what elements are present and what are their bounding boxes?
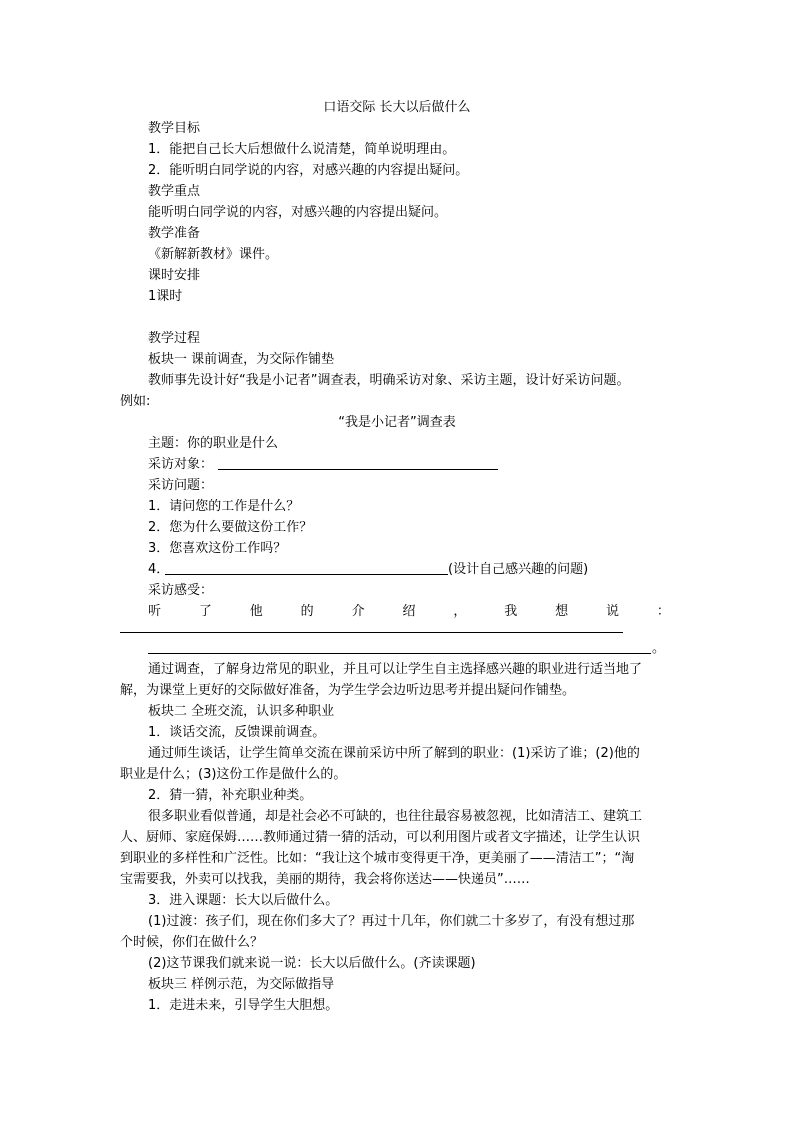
focus-heading: 教学重点	[148, 184, 201, 199]
paragraph: 解，为课堂上更好的交际做好准备，为学生学会边听边思考并提出疑问作铺垫。	[120, 683, 576, 698]
prep-text: 《新解新教材》课件。	[148, 247, 279, 262]
block2-heading: 板块二 全班交流，认识多种职业	[148, 704, 335, 719]
feel-char: 介	[351, 604, 365, 619]
feel-char: 的	[300, 604, 314, 619]
paragraph: 职业是什么；(3)这份工作是做什么的。	[120, 767, 347, 782]
survey-questions-label: 采访问题：	[148, 478, 214, 493]
survey-topic: 主题：你的职业是什么	[148, 436, 279, 451]
step: 2．猜一猜，补充职业种类。	[148, 788, 313, 803]
goal-item: 2．能听明白同学说的内容，对感兴趣的内容提出疑问。	[148, 163, 469, 178]
feel-char: 他	[249, 604, 263, 619]
schedule-heading: 课时安排	[148, 268, 201, 283]
paragraph: 宝需要我，外卖可以找我，美丽的期待，我会将你送达——快递员”……	[120, 872, 530, 887]
step: 1．走进未来，引导学生大胆想。	[148, 998, 339, 1013]
feel-char: 了	[198, 604, 212, 619]
paragraph: 例如:	[120, 394, 151, 409]
feel-char: 绍	[402, 604, 416, 619]
survey-question-number: 4．	[148, 562, 170, 577]
prep-heading: 教学准备	[148, 226, 201, 241]
process-heading: 教学过程	[148, 331, 201, 346]
survey-feel-line	[148, 604, 670, 620]
survey-feel-blank	[148, 653, 651, 654]
survey-target-label: 采访对象：	[148, 457, 214, 472]
block1-heading: 板块一 课前调查，为交际作铺垫	[148, 352, 335, 367]
paragraph: (1)过渡：孩子们，现在你们多大了？再过十几年，你们就二十多岁了，有没有想过那	[148, 914, 635, 929]
feel-char: ，	[453, 604, 467, 619]
feel-char: ：	[656, 604, 670, 619]
paragraph: 很多职业看似普通，却是社会必不可缺的，也往往最容易被忽视，比如清洁工、建筑工	[148, 809, 643, 824]
feel-char: 我	[504, 604, 518, 619]
schedule-text: 1课时	[148, 289, 183, 304]
block3-heading: 板块三 样例示范，为交际做指导	[148, 977, 335, 992]
focus-text: 能听明白同学说的内容，对感兴趣的内容提出疑问。	[148, 205, 448, 220]
survey-feel-label: 采访感受：	[148, 583, 214, 598]
survey-target-blank	[218, 469, 498, 470]
survey-question-blank	[165, 574, 448, 575]
goal-item: 1．能把自己长大后想做什么说清楚，简单说明理由。	[148, 142, 456, 157]
survey-question-note: (设计自己感兴趣的问题)	[448, 562, 589, 577]
step: 3．进入课题：长大以后做什么。	[148, 893, 339, 908]
survey-question: 2．您为什么要做这份工作？	[148, 520, 313, 535]
page-title: 口语交际 长大以后做什么	[323, 100, 471, 115]
step: 1．谈话交流，反馈课前调查。	[148, 725, 326, 740]
survey-table-title: “我是小记者”调查表	[338, 415, 456, 430]
paragraph: 个时候，你们在做什么？	[120, 935, 264, 950]
paragraph: (2)这节课我们就来说一说：长大以后做什么。(齐读课题)	[148, 956, 476, 971]
survey-feel-blank	[120, 632, 623, 633]
paragraph: 到职业的多样性和广泛性。比如：“我让这个城市变得更干净，更美丽了——清洁工”；“淘	[120, 851, 635, 866]
feel-char: 听	[148, 604, 162, 619]
survey-question: 1．请问您的工作是什么？	[148, 499, 300, 514]
paragraph: 通过调查，了解身边常见的职业，并且可以让学生自主选择感兴趣的职业进行适当地了	[148, 662, 643, 677]
goals-heading: 教学目标	[148, 121, 201, 136]
paragraph: 通过师生谈话，让学生简单交流在课前采访中所了解到的职业：(1)采访了谁；(2)他的	[148, 746, 640, 761]
survey-question: 3．您喜欢这份工作吗？	[148, 541, 287, 556]
paragraph: 教师事先设计好“我是小记者”调查表，明确采访对象、采访主题，设计好采访问题。	[148, 373, 630, 388]
feel-char: 想	[555, 604, 569, 619]
feel-char: 说	[606, 604, 620, 619]
survey-feel-end: 。	[652, 641, 666, 656]
paragraph: 人、厨师、家庭保姆……教师通过猜一猜的活动，可以利用图片或者文字描述，让学生认识	[120, 830, 641, 845]
